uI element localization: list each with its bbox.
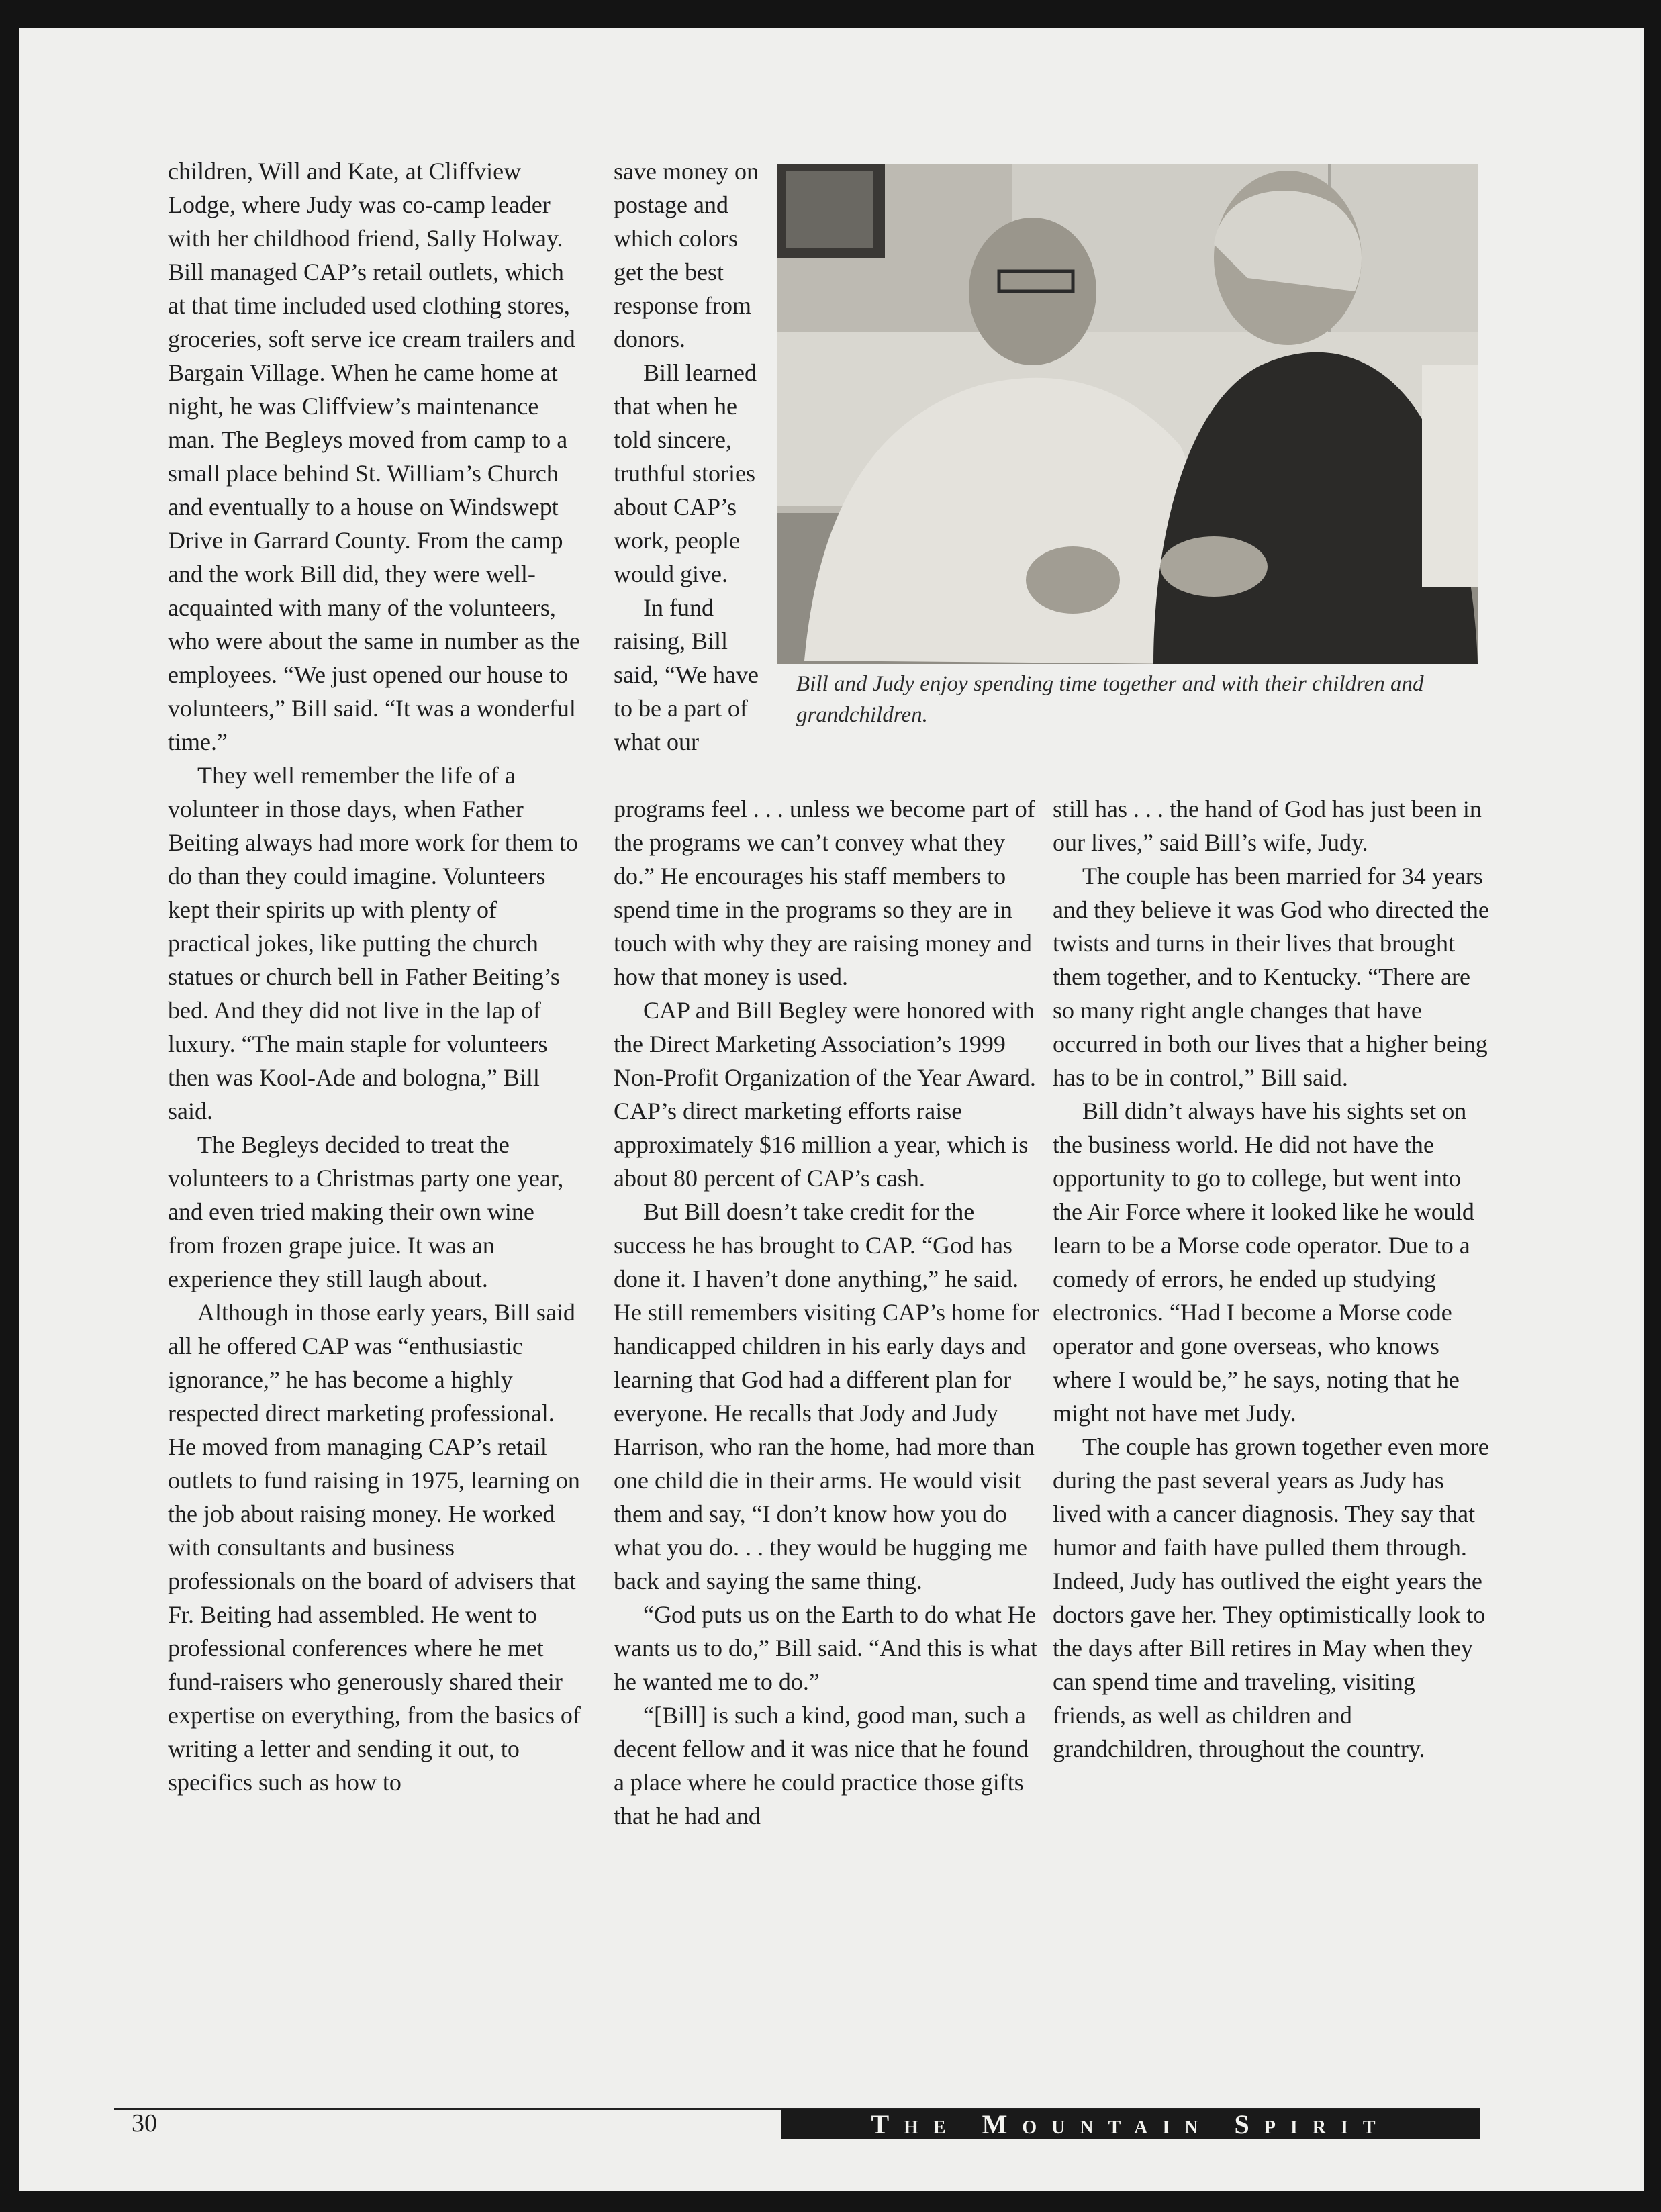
paragraph: “God puts us on the Earth to do what He wants us to do,” Bill said. “And this is what he wanted me to do.” bbox=[614, 1601, 1037, 1695]
magazine-page bbox=[19, 28, 1644, 2191]
paragraph: The couple has been married for 34 years and they believe it was God who directed the twists and turns in their lives that brought them together, and to Kentucky. “There are so many right angle changes that have occurred in both our lives that a higher being has to be in control,” Bill said. bbox=[1053, 863, 1489, 1091]
paragraph: still has . . . the hand of God has just been in our lives,” said Bill’s wife, Judy. bbox=[1053, 796, 1482, 856]
paragraph: “[Bill] is such a kind, good man, such a decent fellow and it was nice that he found a place where he could practice those gifts that he had and bbox=[614, 1702, 1029, 1829]
couple-photo bbox=[777, 164, 1478, 664]
paragraph: But Bill doesn’t take credit for the success he has brought to CAP. “God has done it. I haven’t done anything,” he said. He still remembers visiting CAP’s home for handicapped children in his early days and learning that God had a different plan for everyone. He recalls that Jody and Judy Harrison, who ran the home, had more than one child die in their arms. He would visit them and say, “I don’t know how you do what you do. . . they would be hugging me back and saying the same thing. bbox=[614, 1198, 1039, 1594]
article-column-2 bbox=[614, 792, 1043, 1833]
paragraph: children, Will and Kate, at Cliffview Lodge, where Judy was co-camp leader with her childhood friend, Sally Holway. Bill managed CAP’s retail outlets, which at that time included used clothing stores, groceries, soft serve ice cream trailers and Bargain Village. When he came home at night, he was Cliffview’s maintenance man. The Begleys moved from camp to a small place behind St. William’s Church and eventually to a house on Windswept Drive in Garrard County. From the camp and the work Bill did, they were well-acquainted with many of the volunteers, who were about the same in number as the employees. “We just opened our house to volunteers,” Bill said. “It was a wonderful time.” bbox=[168, 158, 580, 755]
paragraph: Bill learned that when he told sincere, truthful stories about CAP’s work, people would give. bbox=[614, 359, 757, 587]
paragraph: CAP and Bill Begley were honored with the Direct Marketing Association’s 1999 Non-Profit Organization of the Year Award. CAP’s direct marketing efforts raise approximately $16 million a year, which is about 80 percent of CAP’s cash. bbox=[614, 997, 1036, 1192]
paragraph: The Begleys decided to treat the volunteers to a Christmas party one year, and even tried making their own wine from frozen grape juice. It was an experience they still laugh about. bbox=[168, 1131, 564, 1292]
photo-caption: Bill and Judy enjoy spending time together and with their children and grandchildren. bbox=[796, 672, 1424, 727]
paragraph: Bill didn’t always have his sights set on the business world. He did not have the opportunity to go to college, but went into the Air Force where it looked like he would learn to be a Morse code operator. Due to a comedy of errors, he ended up studying electronics. “Had I become a Morse code operator and gone overseas, who knows where I would be,” he says, noting that he might not have met Judy. bbox=[1053, 1098, 1474, 1427]
paragraph: The couple has grown together even more during the past several years as Judy has lived with a cancer diagnosis. They say that humor and faith have pulled them through. Indeed, Judy has outlived the eight years the doctors gave her. They optimistically look to the days after Bill retires in May when they can spend time and traveling, visiting friends, as well as children and grandchildren, throughout the country. bbox=[1053, 1433, 1489, 1762]
paragraph: save money on postage and which colors get the best response from donors. bbox=[614, 158, 759, 352]
article-column-3 bbox=[1053, 792, 1489, 1766]
page-number: 30 bbox=[132, 2109, 157, 2137]
paragraph: In fund raising, Bill said, “We have to be a part of what our bbox=[614, 594, 759, 755]
photo-illustration bbox=[777, 164, 1478, 664]
paragraph: They well remember the life of a volunteer in those days, when Father Beiting always had more work for them to do than they could imagine. Volunteers kept their spirits up with plenty of practical jokes, like putting the church statues or church bell in Father Beiting’s bed. And they did not live in the lap of luxury. “The main staple for volunteers then was Kool-Ade and bologna,” Bill said. bbox=[168, 762, 578, 1124]
publication-banner: The Mountain Spirit bbox=[781, 2109, 1480, 2139]
paragraph: Although in those early years, Bill said all he offered CAP was “enthusiastic ignorance,” he has become a highly respected direct marketing professional. He moved from managing CAP’s retail outlets to fund raising in 1975, learning on the job about raising money. He worked with consultants and business professionals on the board of advisers that Fr. Beiting had assembled. He went to professional conferences where he met fund-raisers who generously shared their expertise on everything, from the basics of writing a letter and sending it out, to specifics such as how to bbox=[168, 1299, 581, 1796]
article-column-2-wrap bbox=[614, 154, 768, 759]
paragraph: programs feel . . . unless we become part of the programs we can’t convey what they do.” He encourages his staff members to spend time in the programs so they are in touch with why they are raising money and how that money is used. bbox=[614, 796, 1035, 990]
article-column-1 bbox=[168, 154, 584, 1799]
